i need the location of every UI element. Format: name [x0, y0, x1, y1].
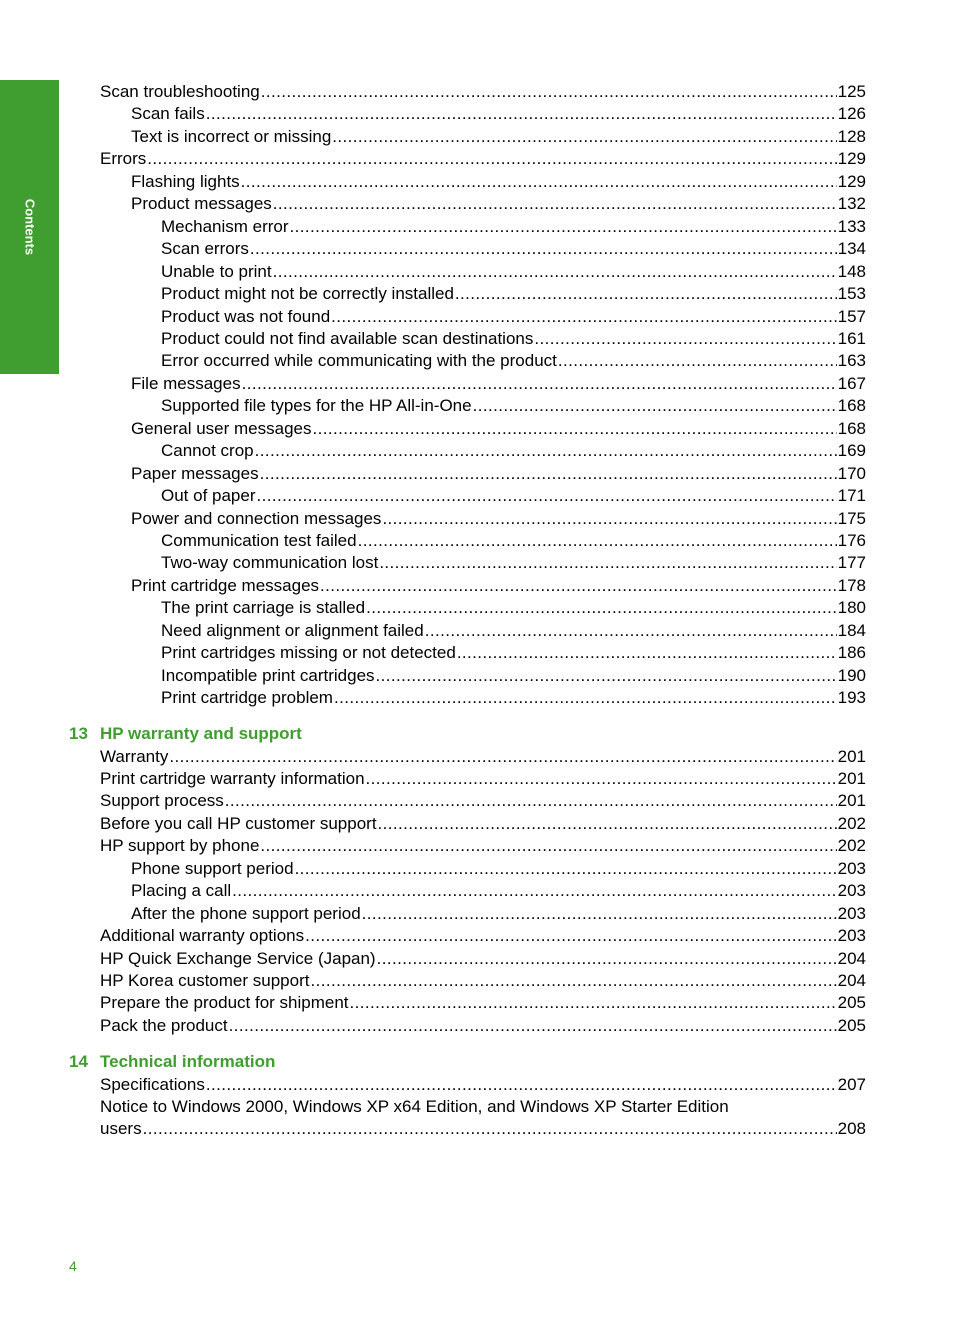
toc-entry-page: 129 [837, 149, 866, 169]
toc-entry-label: Errors [100, 149, 147, 169]
toc-entry[interactable] [161, 620, 866, 642]
toc-entry-page: 128 [837, 126, 866, 146]
dot-leader [534, 328, 836, 350]
dot-leader [558, 350, 837, 372]
toc-entry-page: 201 [837, 768, 866, 788]
dot-leader [310, 970, 836, 992]
toc-entry[interactable] [161, 328, 866, 350]
toc-entry[interactable] [100, 925, 866, 947]
toc-entry[interactable] [131, 373, 866, 395]
toc-entry-page: 168 [837, 396, 866, 416]
toc-entry-page: 204 [837, 948, 866, 968]
toc-entry-label: Need alignment or alignment failed [161, 620, 424, 640]
toc-entry-page: 202 [837, 813, 866, 833]
dot-leader [169, 746, 836, 768]
dot-leader [332, 126, 836, 148]
toc-entry-label: General user messages [131, 418, 312, 438]
toc-entry-label: Print cartridge warranty information [100, 768, 365, 788]
dot-leader [206, 1074, 837, 1096]
toc-entry[interactable] [161, 350, 866, 372]
toc-entry-label: users [100, 1119, 142, 1139]
toc-entry-page: 176 [837, 531, 866, 550]
toc-entry[interactable] [131, 858, 866, 880]
dot-leader [241, 171, 837, 193]
toc-entry-label: Product was not found [161, 306, 331, 326]
toc-entry-page: 190 [837, 665, 866, 685]
dot-leader [366, 597, 837, 619]
dot-leader [425, 620, 837, 642]
toc-entry-label: Communication test failed [161, 531, 357, 550]
toc-entry[interactable] [131, 193, 866, 215]
toc-entry-page: 134 [837, 239, 866, 259]
chapter-number: 13 [69, 724, 88, 743]
toc-entry-label: Out of paper [161, 486, 256, 506]
toc-entry-label: The print carriage is stalled [161, 598, 366, 618]
toc-entry-label: Mechanism error [161, 216, 289, 236]
toc-entry-page: 203 [837, 881, 866, 901]
dot-leader [260, 463, 837, 485]
toc-entry-page: 161 [837, 328, 866, 348]
toc-entry-label: Scan fails [131, 104, 205, 124]
dot-leader [255, 440, 837, 462]
dot-leader [457, 642, 837, 664]
toc-entry-page: 169 [837, 441, 866, 461]
toc-entry-page: 184 [837, 620, 866, 640]
toc-entry[interactable] [131, 880, 866, 902]
toc-entry[interactable] [161, 642, 866, 664]
toc-entry[interactable] [131, 103, 866, 125]
toc-entry-page: 205 [837, 993, 866, 1013]
toc-entry-label: Additional warranty options [100, 926, 305, 946]
toc-entry-label: Error occurred while communicating with the product [161, 351, 557, 371]
toc-entry-label: Prepare the product for shipment [100, 993, 349, 1013]
dot-leader [260, 835, 836, 857]
toc-entry-notice-line[interactable]: Notice to Windows 2000, Windows XP x64 Edition, and Windows XP Starter Edition [100, 1096, 729, 1116]
toc-entry-page: 153 [837, 284, 866, 304]
dot-leader [358, 530, 837, 552]
dot-leader [250, 238, 837, 260]
dot-leader [147, 148, 836, 170]
toc-entry-page: 167 [837, 373, 866, 393]
toc-entry-page: 203 [837, 903, 866, 923]
toc-entry-page: 203 [837, 858, 866, 878]
toc-entry-label: Flashing lights [131, 171, 240, 191]
toc-entry[interactable] [131, 575, 866, 597]
toc-entry[interactable] [100, 1074, 866, 1096]
toc-entry-label: Two-way communication lost [161, 553, 379, 573]
dot-leader [378, 813, 837, 835]
toc-entry-page: 148 [837, 261, 866, 281]
toc-entry[interactable] [161, 261, 866, 283]
dot-leader [331, 306, 836, 328]
toc-entry[interactable] [161, 395, 866, 417]
toc-entry-label: After the phone support period [131, 903, 361, 923]
toc-entry-label: Product might not be correctly installed [161, 284, 454, 304]
toc-entry[interactable] [161, 485, 866, 507]
dot-leader [273, 261, 837, 283]
toc-entry-label: Support process [100, 791, 224, 811]
dot-leader [312, 418, 836, 440]
toc-entry-label: Product messages [131, 194, 272, 214]
toc-entry-page: 125 [837, 82, 866, 101]
dot-leader [455, 283, 837, 305]
toc-entry-page: 202 [837, 836, 866, 856]
toc-entry-page: 180 [837, 598, 866, 618]
toc-entry[interactable] [100, 992, 866, 1014]
toc-entry[interactable] [131, 508, 866, 530]
dot-leader [366, 768, 837, 790]
dot-leader [261, 81, 837, 103]
toc-entry-page: 204 [837, 971, 866, 990]
toc-entry-page: 201 [837, 746, 866, 766]
chapter-title: HP warranty and support [100, 724, 302, 743]
toc-entry-page: 203 [837, 926, 866, 946]
toc-entry-label: File messages [131, 373, 241, 393]
toc-entry-label: Pack the product [100, 1015, 228, 1035]
toc-entry-page: 193 [837, 688, 866, 708]
dot-leader [377, 948, 837, 970]
page-number: 4 [69, 1258, 77, 1274]
toc-entry-page: 132 [837, 194, 866, 214]
toc-entry[interactable] [100, 970, 866, 992]
toc-entry-page: 178 [837, 575, 866, 595]
toc-entry-page: 208 [837, 1119, 866, 1139]
toc-entry-page: 133 [837, 216, 866, 236]
toc-entry[interactable] [161, 216, 866, 238]
toc-entry[interactable] [131, 463, 866, 485]
toc-entry-label: Print cartridge messages [131, 575, 320, 595]
toc-entry-label: Scan troubleshooting [100, 82, 260, 101]
toc-entry-page: 201 [837, 791, 866, 811]
toc-entry[interactable] [100, 746, 866, 768]
dot-leader [376, 665, 837, 687]
toc-entry[interactable] [161, 283, 866, 305]
chapter-heading[interactable] [69, 723, 302, 745]
dot-leader [225, 790, 837, 812]
toc-entry[interactable] [131, 418, 866, 440]
chapter-number: 14 [69, 1052, 88, 1071]
chapter-heading[interactable] [69, 1051, 275, 1073]
dot-leader [206, 103, 837, 125]
dot-leader [295, 858, 837, 880]
toc-entry[interactable] [100, 790, 866, 812]
toc-entry-page: 171 [837, 486, 866, 506]
toc-entry[interactable] [100, 948, 866, 970]
dot-leader [379, 552, 836, 574]
dot-leader [229, 1015, 837, 1037]
toc-entry-page: 129 [837, 171, 866, 191]
toc-entry-label: Scan errors [161, 239, 249, 259]
dot-leader [232, 880, 836, 902]
toc-entry[interactable] [161, 665, 866, 687]
dot-leader [305, 925, 837, 947]
toc-entry-label: HP Korea customer support [100, 971, 310, 990]
toc-entry[interactable] [131, 171, 866, 193]
toc-entry-page: 126 [837, 104, 866, 124]
dot-leader [334, 687, 837, 709]
dot-leader [320, 575, 837, 597]
toc-entry-label: Before you call HP customer support [100, 813, 377, 833]
toc-entry[interactable] [100, 1118, 866, 1140]
toc-entry-page: 170 [837, 463, 866, 483]
toc-entry[interactable] [161, 238, 866, 260]
toc-entry[interactable] [100, 81, 866, 103]
toc-entry-label: Supported file types for the HP All-in-One [161, 396, 472, 416]
dot-leader [143, 1118, 837, 1140]
toc-entry-label: Print cartridges missing or not detected [161, 643, 456, 663]
dot-leader [473, 395, 837, 417]
toc-entry[interactable] [100, 148, 866, 170]
toc-entry-label: Warranty [100, 746, 169, 766]
dot-leader [290, 216, 837, 238]
toc-entry-label: Product could not find available scan destinations [161, 328, 534, 348]
toc-entry[interactable] [131, 903, 866, 925]
toc-entry[interactable] [100, 813, 866, 835]
toc-entry-page: 163 [837, 351, 866, 371]
toc-entry-page: 177 [837, 553, 866, 573]
toc-entry[interactable] [161, 530, 866, 552]
toc-entry-page: 175 [837, 508, 866, 528]
toc-entry[interactable] [100, 1015, 866, 1037]
toc-entry-label: Cannot crop [161, 441, 254, 461]
toc-entry[interactable] [100, 768, 866, 790]
toc-entry-label: Paper messages [131, 463, 259, 483]
toc-entry[interactable] [161, 306, 866, 328]
toc-entry[interactable] [161, 552, 866, 574]
toc-entry[interactable] [131, 126, 866, 148]
toc-entry-label: Print cartridge problem [161, 688, 333, 708]
toc-entry[interactable] [100, 835, 866, 857]
toc-entry[interactable] [161, 440, 866, 462]
toc-entry-page: 207 [837, 1074, 866, 1094]
toc-entry-page: 205 [837, 1015, 866, 1035]
chapter-title: Technical information [100, 1052, 276, 1071]
toc-entry[interactable] [161, 597, 866, 619]
dot-leader [382, 508, 836, 530]
toc-entry-page: 186 [837, 643, 866, 663]
toc-entry-label: HP Quick Exchange Service (Japan) [100, 948, 376, 968]
dot-leader [362, 903, 837, 925]
contents-side-tab [0, 80, 59, 374]
toc-entry[interactable] [161, 687, 866, 709]
toc-entry-label: HP support by phone [100, 836, 260, 856]
toc-entry-label: Placing a call [131, 881, 232, 901]
toc-entry-label: Phone support period [131, 858, 294, 878]
toc-entry-page: 157 [837, 306, 866, 326]
toc-entry-page: 168 [837, 418, 866, 438]
toc-entry-label: Unable to print [161, 261, 272, 281]
toc-entry-label: Power and connection messages [131, 508, 382, 528]
dot-leader [242, 373, 837, 395]
dot-leader [350, 992, 837, 1014]
toc-entry-label: Specifications [100, 1074, 205, 1094]
toc-entry-label: Text is incorrect or missing [131, 126, 332, 146]
toc-entry-label: Incompatible print cartridges [161, 665, 375, 685]
dot-leader [273, 193, 837, 215]
side-tab-label: Contents [22, 198, 38, 256]
dot-leader [257, 485, 837, 507]
